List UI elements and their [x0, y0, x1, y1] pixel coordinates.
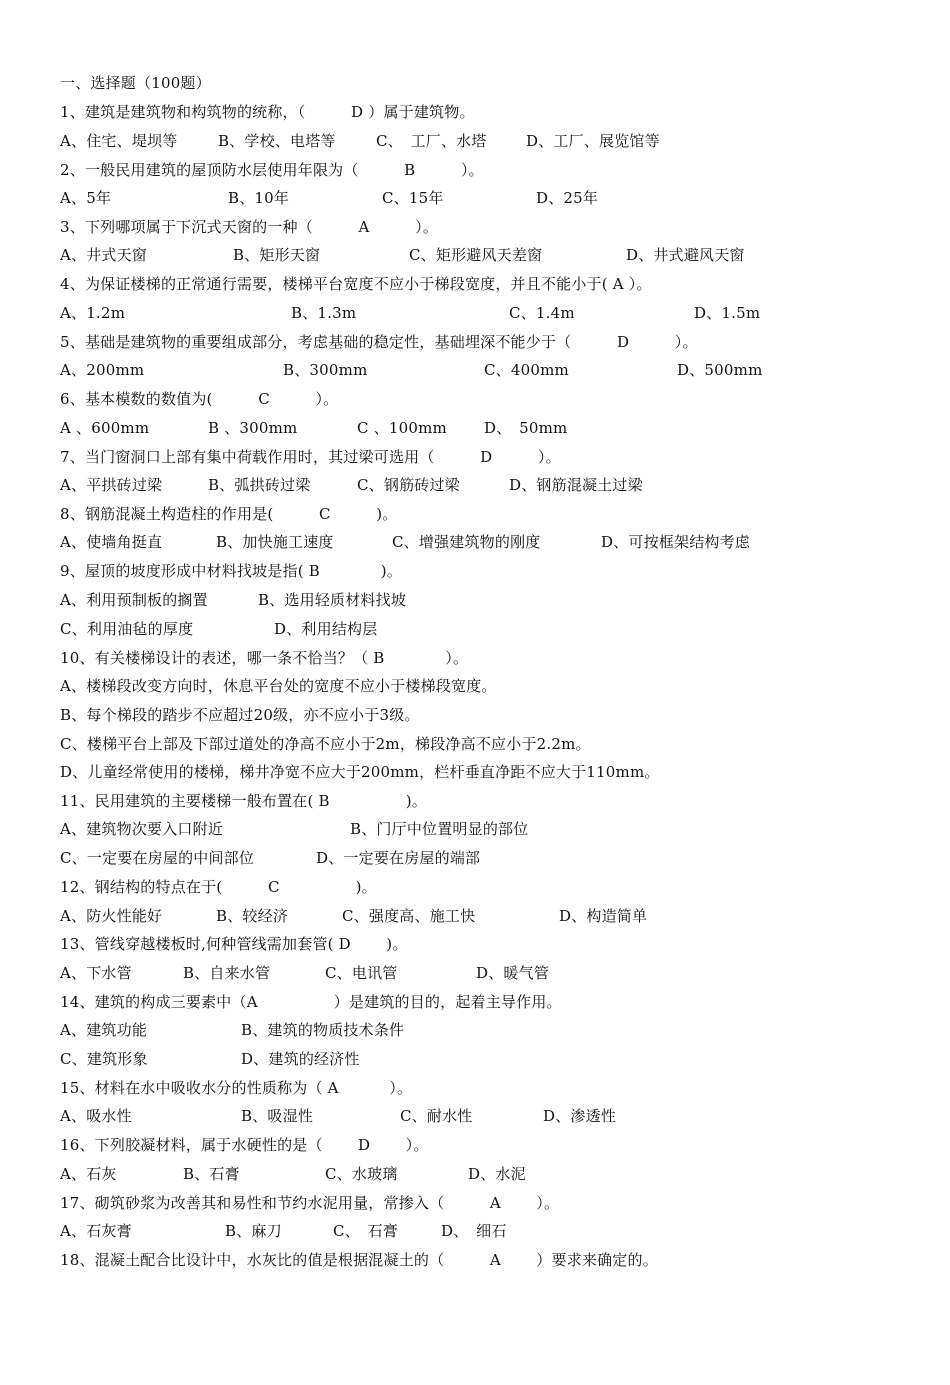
question-7: 7、当门窗洞口上部有集中荷载作用时，其过梁可选用（ D ）。 [60, 448, 561, 466]
option-d: D、一定要在房屋的端部 [316, 849, 481, 867]
option-d: D、25年 [536, 189, 599, 207]
options-row [60, 127, 660, 155]
option-a: A、建筑物次要入口附近 [60, 820, 224, 838]
question-12: 12、钢结构的特点在于( C )。 [60, 878, 377, 896]
option-a: A、石灰膏 [60, 1222, 132, 1240]
option-c: C、建筑形象 [60, 1050, 148, 1068]
option-a: A、吸水性 [60, 1107, 132, 1125]
option-d: D、 细石 [441, 1222, 507, 1240]
option-b: B、加快施工速度 [216, 533, 334, 551]
option-a: A、石灰 [60, 1165, 117, 1183]
options-row [60, 1016, 405, 1044]
option-c: C、1.4m [509, 304, 575, 322]
options-row [60, 1102, 617, 1130]
option-c: C、增强建筑物的刚度 [392, 533, 541, 551]
options-row [60, 1217, 507, 1245]
option-c: C、楼梯平台上部及下部过道处的净高不应小于2m，梯段净高不应小于2.2m。 [60, 735, 591, 753]
question-4: 4、为保证楼梯的正常通行需要，楼梯平台宽度不应小于梯段宽度，并且不能小于( A ）。 [60, 275, 652, 293]
option-c: C、一定要在房屋的中间部位 [60, 849, 255, 867]
option-c: C 、100mm [357, 419, 447, 437]
options-row [60, 528, 751, 556]
option-c: C、 石膏 [333, 1222, 398, 1240]
question-3: 3、下列哪项属于下沉式天窗的一种（ A ）。 [60, 218, 439, 236]
option-d: D、 50mm [484, 419, 568, 437]
option-b: B、10年 [228, 189, 290, 207]
option-b: B、1.3m [291, 304, 357, 322]
question-8: 8、钢筋混凝土构造柱的作用是( C )。 [60, 505, 398, 523]
option-a: A、住宅、堤坝等 [60, 132, 178, 150]
option-d: D、1.5m [694, 304, 761, 322]
option-d: D、暖气管 [476, 964, 550, 982]
question-13: 13、管线穿越楼板时,何种管线需加套管( D )。 [60, 935, 408, 953]
options-row [60, 1045, 360, 1073]
question-1: 1、建筑是建筑物和构筑物的统称，（ D ）属于建筑物。 [60, 103, 475, 121]
option-c: C、400mm [484, 361, 569, 379]
option-c: C、耐水性 [400, 1107, 473, 1125]
option-b: B、每个梯段的踏步不应超过20级，亦不应小于3级。 [60, 706, 420, 724]
question-11: 11、民用建筑的主要楼梯一般布置在( B )。 [60, 792, 427, 810]
option-c: C、15年 [382, 189, 444, 207]
options-row [60, 615, 378, 643]
question-10: 10、有关楼梯设计的表述，哪一条不恰当？（ B ）。 [60, 649, 469, 667]
option-b: B、较经济 [216, 907, 289, 925]
option-d: D、井式避风天窗 [626, 246, 745, 264]
option-b: B 、300mm [208, 419, 298, 437]
options-row [60, 844, 481, 872]
option-b: B、300mm [283, 361, 368, 379]
option-a: A、楼梯段改变方向时，休息平台处的宽度不应小于楼梯段宽度。 [60, 677, 497, 695]
option-c: C、水玻璃 [325, 1165, 398, 1183]
option-a: A、1.2m [60, 304, 126, 322]
option-a: A、使墙角挺直 [60, 533, 163, 551]
options-row [60, 1160, 526, 1188]
option-d: D、钢筋混凝土过梁 [509, 476, 643, 494]
option-a: A、5年 [60, 189, 112, 207]
options-row [60, 586, 407, 614]
option-a: A、井式天窗 [60, 246, 148, 264]
question-14: 14、建筑的构成三要素中（A ）是建筑的目的，起着主导作用。 [60, 993, 562, 1011]
option-d: D、可按框架结构考虑 [601, 533, 751, 551]
question-17: 17、砌筑砂浆为改善其和易性和节约水泥用量，常掺入（ A ）。 [60, 1194, 560, 1212]
option-b: B、弧拱砖过梁 [208, 476, 311, 494]
section-title: 一、选择题（100题） [60, 74, 211, 92]
question-9: 9、屋顶的坡度形成中材料找坡是指( B )。 [60, 562, 403, 580]
option-a: A、建筑功能 [60, 1021, 148, 1039]
options-row [60, 241, 745, 269]
option-b: B、吸湿性 [241, 1107, 314, 1125]
question-16: 16、下列胶凝材料，属于水硬性的是（ D ）。 [60, 1136, 429, 1154]
question-5: 5、基础是建筑物的重要组成部分，考虑基础的稳定性，基础埋深不能少于（ D ）。 [60, 333, 698, 351]
option-d: D、建筑的经济性 [241, 1050, 360, 1068]
option-a: A、防火性能好 [60, 907, 163, 925]
question-2: 2、一般民用建筑的屋顶防水层使用年限为（ B ）。 [60, 161, 484, 179]
option-d: D、工厂、展览馆等 [526, 132, 660, 150]
option-b: B、学校、电塔等 [218, 132, 336, 150]
question-15: 15、材料在水中吸收水分的性质称为（ A ）。 [60, 1079, 413, 1097]
option-b: B、建筑的物质技术条件 [241, 1021, 405, 1039]
option-b: B、门厅中位置明显的部位 [350, 820, 529, 838]
option-c: C、电讯管 [325, 964, 398, 982]
option-d: D、500mm [677, 361, 763, 379]
option-b: B、矩形天窗 [233, 246, 321, 264]
options-row [60, 902, 648, 930]
option-a: A 、600mm [60, 419, 150, 437]
option-d: D、水泥 [468, 1165, 526, 1183]
options-row [60, 471, 643, 499]
option-d: D、利用结构层 [274, 620, 378, 638]
option-a: A、平拱砖过梁 [60, 476, 163, 494]
option-c: C、矩形避风天差窗 [409, 246, 543, 264]
option-a: A、利用预制板的搁置 [60, 591, 208, 609]
options-row [60, 356, 763, 384]
options-row [60, 815, 529, 843]
option-c: C、利用油毡的厚度 [60, 620, 194, 638]
options-row [60, 184, 599, 212]
option-a: A、200mm [60, 361, 145, 379]
question-6: 6、基本模数的数值为( C ）。 [60, 390, 339, 408]
option-d: D、渗透性 [543, 1107, 617, 1125]
options-row [60, 959, 550, 987]
option-c: C、 工厂、水塔 [376, 132, 487, 150]
option-b: B、石膏 [183, 1165, 240, 1183]
option-c: C、强度高、施工快 [342, 907, 476, 925]
option-b: B、自来水管 [183, 964, 271, 982]
option-a: A、下水管 [60, 964, 132, 982]
option-b: B、选用轻质材料找坡 [258, 591, 407, 609]
option-c: C、钢筋砖过梁 [357, 476, 460, 494]
question-18: 18、混凝土配合比设计中，水灰比的值是根据混凝土的（ A ）要求来确定的。 [60, 1251, 658, 1269]
option-b: B、麻刀 [225, 1222, 282, 1240]
options-row [60, 299, 761, 327]
options-row [60, 414, 568, 442]
option-d: D、儿童经常使用的楼梯，梯井净宽不应大于200mm，栏杆垂直净距不应大于110mm。 [60, 763, 660, 781]
option-d: D、构造简单 [559, 907, 648, 925]
